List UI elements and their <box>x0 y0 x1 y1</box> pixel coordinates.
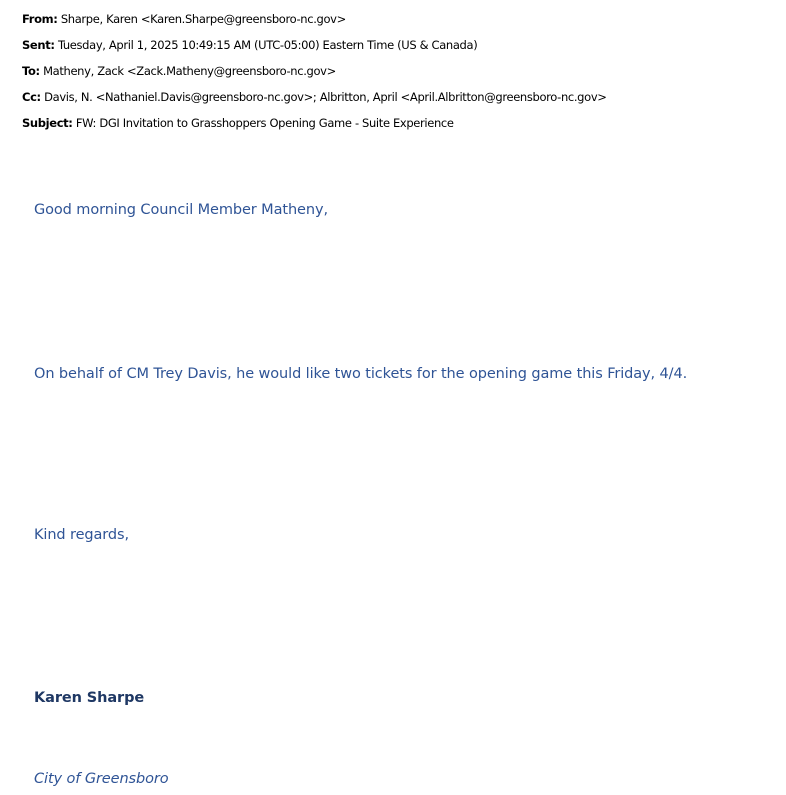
cc-value: Davis, N. <Nathaniel.Davis@greensboro-nc.gov>; Albritton, April <April.Albritton@greensboro-nc.gov> <box>44 90 607 104</box>
from-value: Sharpe, Karen <Karen.Sharpe@greensboro-nc.gov> <box>60 12 346 26</box>
subject-row <box>22 113 607 139</box>
cc-label: Cc: <box>22 90 41 104</box>
sent-value: Tuesday, April 1, 2025 10:49:15 AM (UTC-05:00) Eastern Time (US & Canada) <box>57 38 478 52</box>
email-message: On behalf of CM Trey Davis, he would like two tickets for the opening game this Friday, 4/4. <box>34 366 688 382</box>
signature-name: Karen Sharpe <box>34 690 145 706</box>
email-greeting: Good morning Council Member Matheny, <box>34 202 328 218</box>
to-label: To: <box>22 64 40 78</box>
sent-row <box>22 35 607 61</box>
signature-organization: City of Greensboro <box>34 771 169 787</box>
to-value: Matheny, Zack <Zack.Matheny@greensboro-nc.gov> <box>43 64 336 78</box>
subject-value: FW: DGI Invitation to Grasshoppers Opening Game - Suite Experience <box>75 116 454 130</box>
cc-row <box>22 87 607 113</box>
from-row <box>22 9 607 35</box>
subject-label: Subject: <box>22 116 73 130</box>
email-header <box>22 9 607 139</box>
to-row <box>22 61 607 87</box>
sent-label: Sent: <box>22 38 55 52</box>
from-label: From: <box>22 12 58 26</box>
email-closing: Kind regards, <box>34 527 129 543</box>
